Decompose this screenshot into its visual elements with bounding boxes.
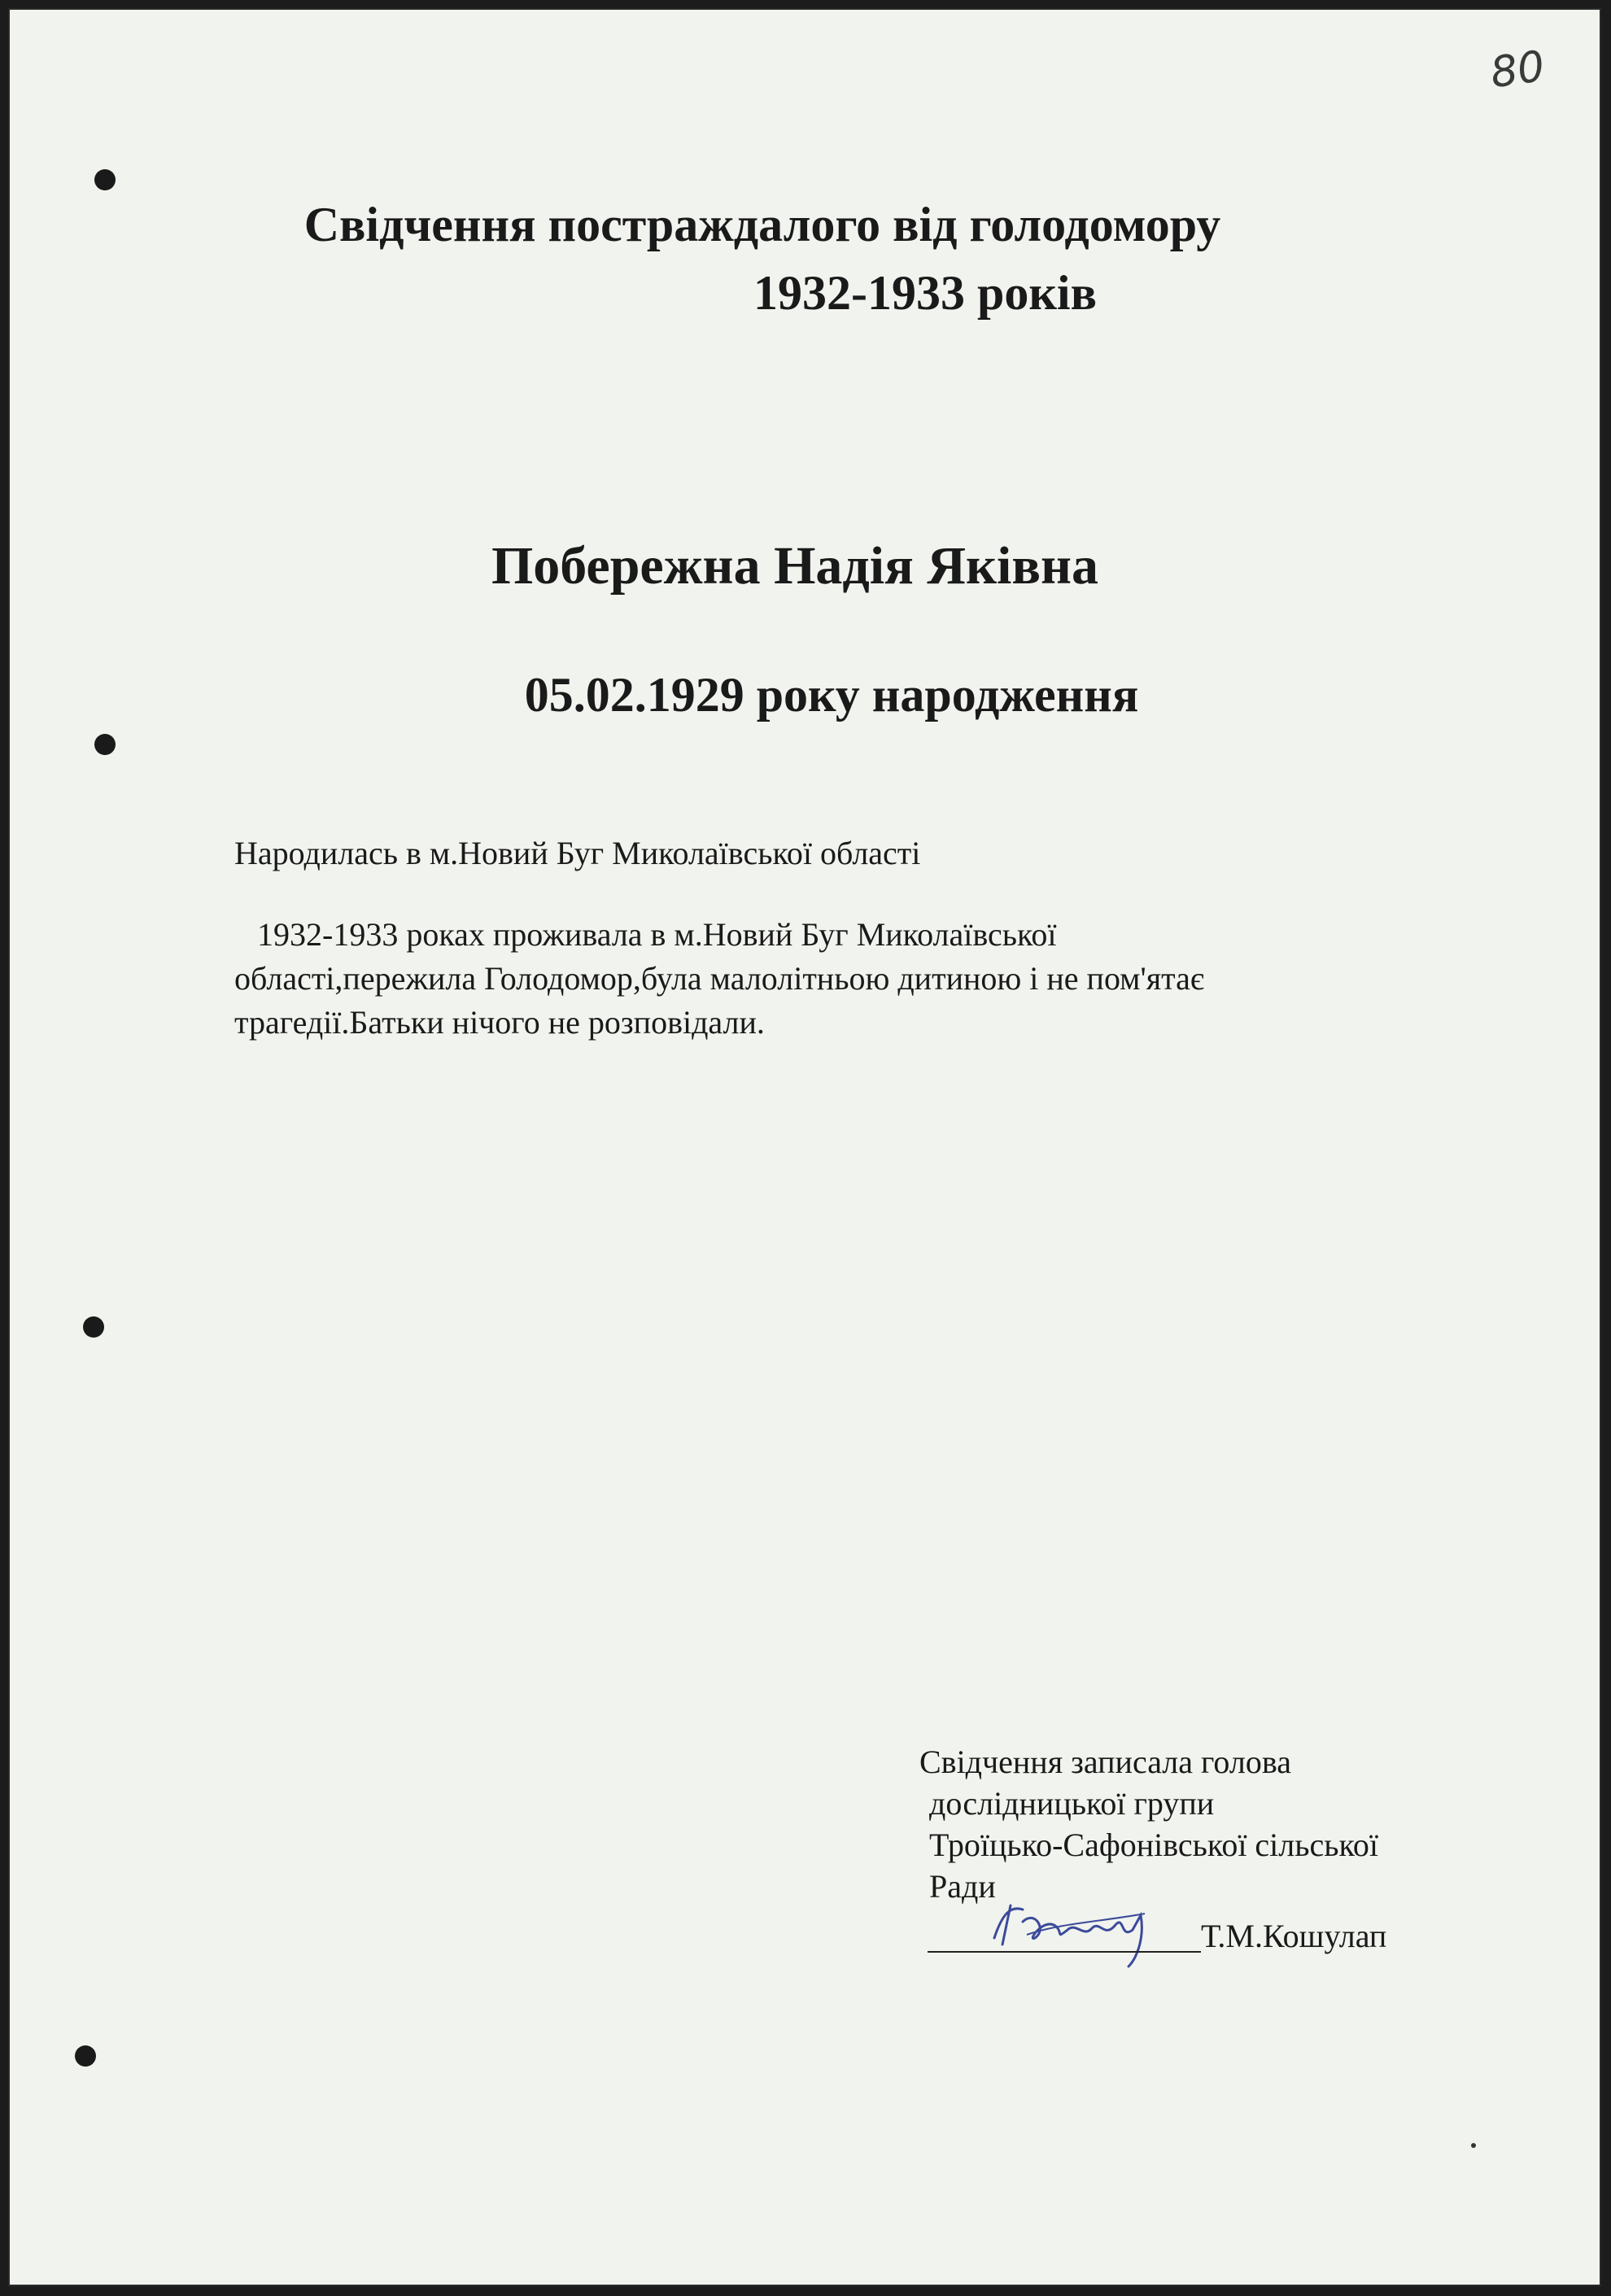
punch-hole bbox=[94, 169, 116, 190]
paragraph-birthplace: Народилась в м.Новий Буг Миколаївської області bbox=[234, 835, 921, 871]
document-title-line-2: 1932-1933 років bbox=[753, 266, 1097, 320]
recorder-line-4: Ради bbox=[929, 1868, 996, 1905]
witness-birth-date: 05.02.1929 року народження bbox=[524, 668, 1139, 722]
ink-speck bbox=[1471, 2143, 1476, 2148]
recorder-line-3: Троїцько-Сафонівської сільської bbox=[929, 1827, 1379, 1863]
recorder-line-2: дослідницької групи bbox=[929, 1785, 1215, 1822]
punch-hole bbox=[83, 1316, 104, 1338]
paragraph-testimony bbox=[234, 913, 1422, 1045]
document-page bbox=[8, 8, 1601, 2286]
punch-hole bbox=[94, 734, 116, 755]
document-title-line-1: Свідчення постраждалого від голодомору bbox=[303, 198, 1221, 251]
signature-line bbox=[928, 1951, 1201, 1953]
testimony-line-1: 1932-1933 роках проживала в м.Новий Буг Миколаївської bbox=[257, 916, 1057, 953]
testimony-line-3: трагедії.Батьки нічого не розповідали. bbox=[234, 1004, 765, 1041]
recorder-signature-name: Т.М.Кошулап bbox=[1201, 1918, 1387, 1954]
testimony-line-2: області,пережила Голодомор,була малолітньою дитиною і не пом'ятає bbox=[234, 960, 1204, 997]
punch-hole bbox=[75, 2045, 96, 2067]
recorder-line-1: Свідчення записала голова bbox=[919, 1744, 1291, 1780]
archive-page-number: 80 bbox=[1487, 41, 1548, 98]
handwritten-signature bbox=[978, 1881, 1173, 1971]
witness-name: Побережна Надія Яківна bbox=[491, 536, 1099, 596]
